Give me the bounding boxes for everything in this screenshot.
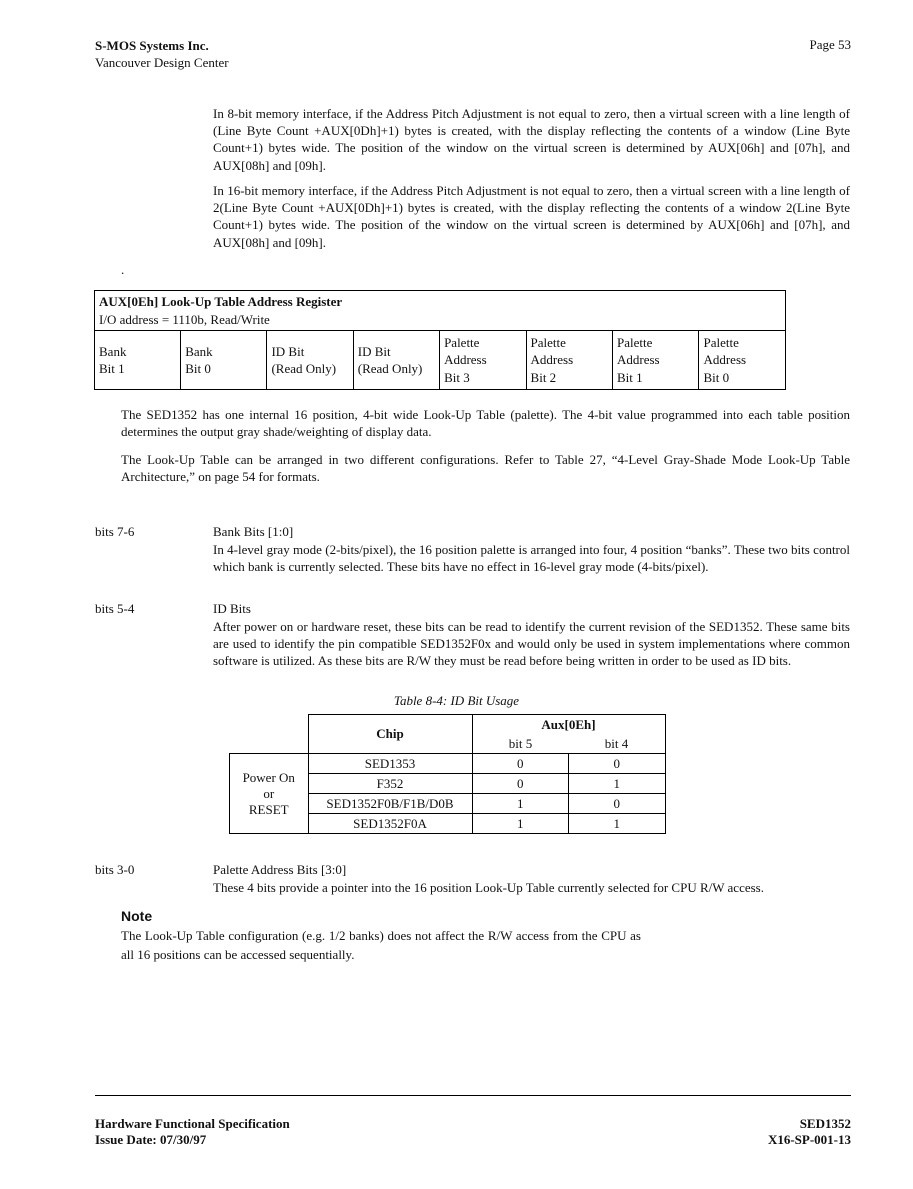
table-row-chip: SED1352F0B/F1B/D0B bbox=[308, 794, 472, 814]
register-bit-cell: Palette Address Bit 0 bbox=[699, 331, 786, 390]
stray-dot: . bbox=[121, 262, 125, 277]
company-name: S-MOS Systems Inc. bbox=[95, 38, 209, 53]
bits-3-0-body: These 4 bits provide a pointer into the 16 position Look-Up Table currently selected for CPU R/W access. bbox=[213, 880, 764, 895]
table-row-chip: SED1353 bbox=[308, 754, 472, 774]
register-bit-cell: Bank Bit 1 bbox=[95, 331, 181, 390]
register-bit-cell: Bank Bit 0 bbox=[181, 331, 267, 390]
id-bit-table bbox=[229, 714, 666, 834]
aux-header: Aux[0Eh] bbox=[472, 715, 665, 735]
table-row-bit5: 1 bbox=[472, 794, 569, 814]
design-center: Vancouver Design Center bbox=[95, 55, 229, 70]
register-bit-cell: Palette Address Bit 2 bbox=[526, 331, 612, 390]
register-title: AUX[0Eh] Look-Up Table Address Register bbox=[99, 294, 343, 309]
document-title: Hardware Functional Specification bbox=[95, 1116, 290, 1131]
table-row-chip: F352 bbox=[308, 774, 472, 794]
table-row-bit4: 1 bbox=[569, 814, 666, 834]
table-row-bit4: 0 bbox=[569, 794, 666, 814]
page-footer-left bbox=[95, 1116, 290, 1148]
table-row-bit4: 0 bbox=[569, 754, 666, 774]
bits-3-0-heading: Palette Address Bits [3:0] bbox=[213, 862, 347, 877]
register-bit-cell: Palette Address Bit 1 bbox=[613, 331, 699, 390]
paragraph-16bit: In 16-bit memory interface, if the Address Pitch Adjustment is not equal to zero, then a virtual screen with a line length of 2(Line Byte Count +AUX[0Dh]+1) bytes is created, with the display reflecting the contents of a window 2(Line Byte Count+1) bytes wide. The position of the window on the virtual screen is determined by AUX[06h] and [07h], and AUX[08h] and [09h]. bbox=[213, 183, 850, 250]
bits-7-6-body: In 4-level gray mode (2-bits/pixel), the 16 position palette is arranged into four, 4 position “banks”. These two bits control which bank is currently selected. These bits have no effect in 16-level gray mode (4-bits/pixel). bbox=[213, 542, 850, 575]
note-body: The Look-Up Table configuration (e.g. 1/2 banks) does not affect the R/W access from the CPU as all 16 positions can be accessed sequentially. bbox=[121, 928, 641, 962]
table-row-bit5: 0 bbox=[472, 774, 569, 794]
register-bit-cell: Palette Address Bit 3 bbox=[440, 331, 526, 390]
page-number: Page 53 bbox=[809, 37, 851, 52]
power-on-reset-label: Power On or RESET bbox=[230, 754, 309, 834]
chip-header: Chip bbox=[308, 715, 472, 754]
register-bit-cell: ID Bit (Read Only) bbox=[353, 331, 439, 390]
bits-5-4-body: After power on or hardware reset, these bits can be read to identify the current revision of the SED1352. These same bits are used to identify the pin compatible SED1352F0x and would only be used in system implementations where common software is utilized. As these bits are R/W they must be read before being written in order to be used as ID bits. bbox=[213, 619, 850, 669]
page-footer-right bbox=[768, 1116, 851, 1148]
bits-7-6-label: bits 7-6 bbox=[95, 524, 135, 539]
register-bit-cell: ID Bit (Read Only) bbox=[267, 331, 353, 390]
table-row-bit4: 1 bbox=[569, 774, 666, 794]
bits-5-4-heading: ID Bits bbox=[213, 601, 251, 616]
table-row-bit5: 0 bbox=[472, 754, 569, 774]
register-title-cell bbox=[95, 291, 786, 331]
issue-date: Issue Date: 07/30/97 bbox=[95, 1132, 207, 1147]
bits-5-4-label: bits 5-4 bbox=[95, 601, 135, 616]
table-row-chip: SED1352F0A bbox=[308, 814, 472, 834]
bits-3-0-label: bits 3-0 bbox=[95, 862, 135, 877]
table-row-bit5: 1 bbox=[472, 814, 569, 834]
bit5-header: bit 5 bbox=[472, 734, 569, 754]
bit4-header: bit 4 bbox=[569, 734, 666, 754]
footer-divider bbox=[95, 1095, 851, 1096]
note-heading: Note bbox=[121, 908, 153, 924]
product-name: SED1352 bbox=[799, 1116, 851, 1131]
bits-7-6-heading: Bank Bits [1:0] bbox=[213, 524, 294, 539]
register-table bbox=[94, 290, 786, 390]
table-corner bbox=[230, 715, 309, 754]
page-header-left bbox=[95, 37, 229, 71]
document-number: X16-SP-001-13 bbox=[767, 1132, 851, 1147]
register-io-address: I/O address = 1110b, Read/Write bbox=[99, 311, 270, 327]
lut-configuration-note: The Look-Up Table can be arranged in two different configurations. Refer to Table 27, “4-Level Gray-Shade Mode Look-Up Table Architecture,” on page 54 for formats. bbox=[121, 452, 850, 485]
lut-description: The SED1352 has one internal 16 position, 4-bit wide Look-Up Table (palette). The 4-bit value programmed into each table position determines the output gray shade/weighting of display data. bbox=[121, 407, 850, 440]
paragraph-8bit: In 8-bit memory interface, if the Address Pitch Adjustment is not equal to zero, then a virtual screen with a line length of (Line Byte Count +AUX[0Dh]+1) bytes is created, with the display reflecting the contents of a window (Line Byte Count+1) bytes wide. The position of the window on the virtual screen is determined by AUX[06h] and [07h], and AUX[08h] and [09h]. bbox=[213, 106, 850, 173]
table-caption: Table 8-4: ID Bit Usage bbox=[393, 693, 520, 708]
